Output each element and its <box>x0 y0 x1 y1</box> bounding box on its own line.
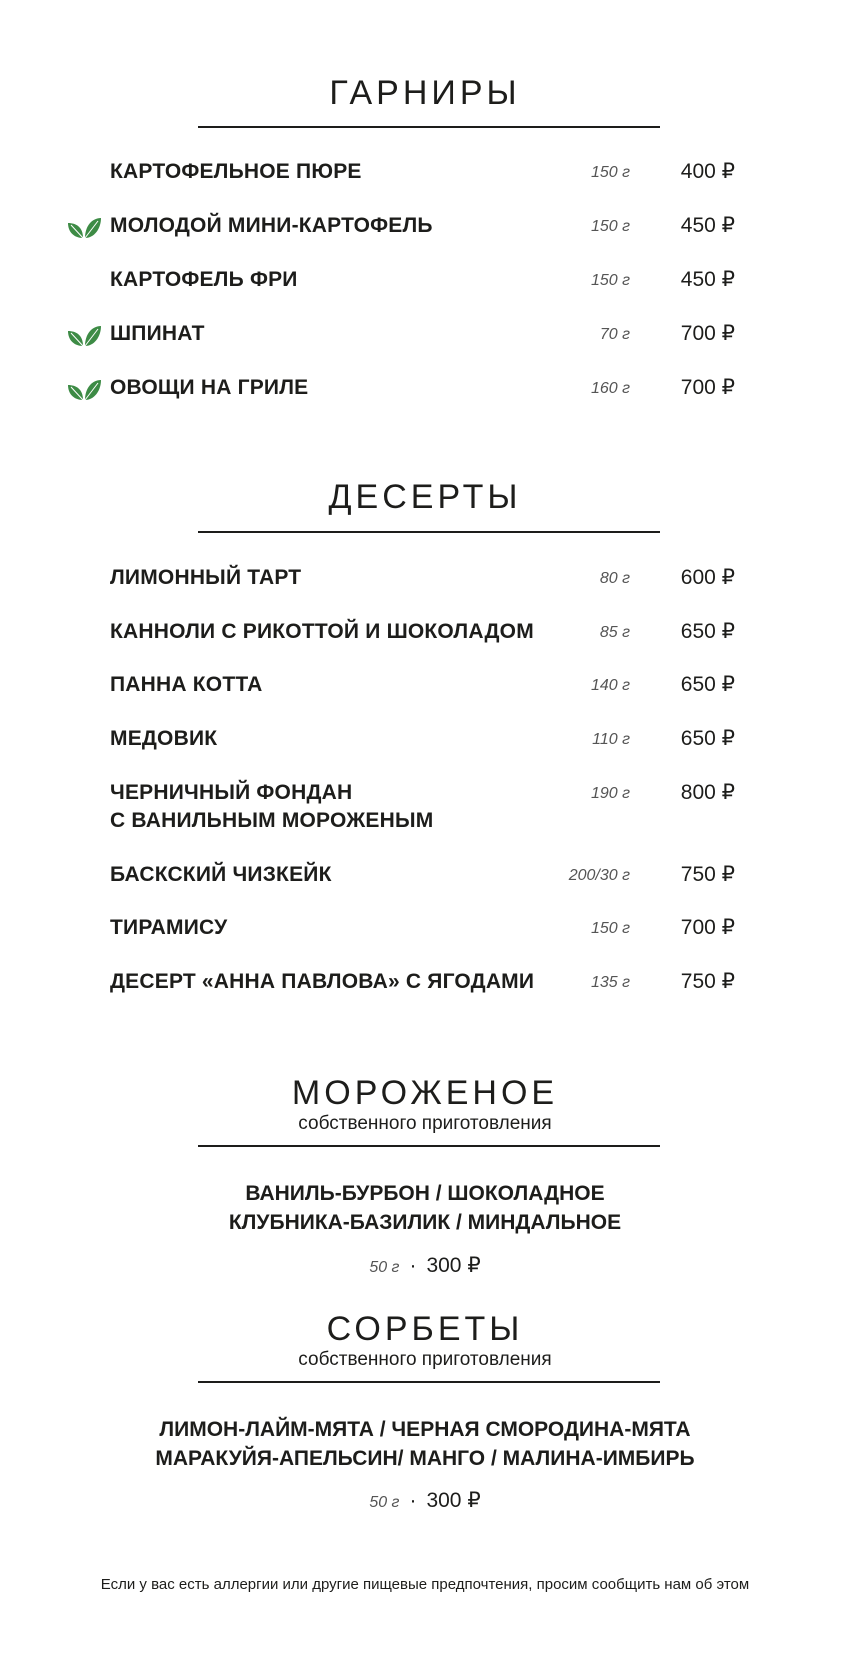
allergy-note: Если у вас есть аллергии или другие пищевые предпочтения, просим сообщить нам об этом <box>100 1576 750 1593</box>
item-name: ЛИМОННЫЙ ТАРТ <box>110 566 302 589</box>
item-name: КАРТОФЕЛЬ ФРИ <box>110 268 298 291</box>
item-weight: 135 г <box>590 974 630 991</box>
item-price: 300 ₽ <box>426 1489 481 1512</box>
leaf-icon <box>66 320 102 350</box>
item-price: 650 ₽ <box>680 673 735 696</box>
weight-price-line <box>0 1488 850 1513</box>
menu-item <box>0 266 850 296</box>
divider <box>198 1381 660 1383</box>
item-name: ПАННА КОТТА <box>110 673 263 696</box>
menu-item <box>0 564 850 594</box>
weight-price-line <box>0 1253 850 1278</box>
menu-item <box>0 779 850 837</box>
menu-item <box>0 725 850 755</box>
item-price: 700 ₽ <box>680 322 735 345</box>
item-price: 750 ₽ <box>680 863 735 886</box>
section-subtitle: собственного приготовления <box>298 1349 552 1370</box>
leaf-icon <box>66 374 102 404</box>
menu-item <box>0 212 850 242</box>
item-name: ШПИНАТ <box>110 322 205 345</box>
menu-item <box>0 861 850 891</box>
menu-item <box>0 158 850 188</box>
section-title-ice-cream: МОРОЖЕНОЕ <box>291 1074 559 1112</box>
flavor-list: ВАНИЛЬ-БУРБОН / ШОКОЛАДНОЕ КЛУБНИКА-БАЗИЛИК / МИНДАЛЬНОЕ <box>228 1182 622 1234</box>
item-name: МЕДОВИК <box>110 727 218 750</box>
item-weight: 200/30 г <box>568 867 630 884</box>
separator-dot: · <box>409 1489 417 1512</box>
divider <box>198 1145 660 1147</box>
item-weight: 160 г <box>590 380 630 397</box>
item-weight: 50 г <box>369 1259 400 1276</box>
item-name: КАРТОФЕЛЬНОЕ ПЮРЕ <box>110 160 362 183</box>
item-weight: 150 г <box>590 218 630 235</box>
separator-dot: · <box>409 1254 417 1277</box>
menu-item <box>0 914 850 944</box>
menu-item <box>0 618 850 648</box>
item-price: 700 ₽ <box>680 916 735 939</box>
item-weight: 110 г <box>592 731 630 748</box>
item-name: КАННОЛИ С РИКОТТОЙ И ШОКОЛАДОМ <box>110 620 534 643</box>
item-weight: 80 г <box>599 570 630 587</box>
item-weight: 85 г <box>599 624 630 641</box>
menu-item <box>0 671 850 701</box>
divider <box>198 531 660 533</box>
menu-item <box>0 320 850 350</box>
item-name: ТИРАМИСУ <box>110 916 228 939</box>
item-name: ОВОЩИ НА ГРИЛЕ <box>110 376 309 399</box>
item-name: МОЛОДОЙ МИНИ-КАРТОФЕЛЬ <box>110 214 433 237</box>
item-price: 750 ₽ <box>680 970 735 993</box>
item-price: 450 ₽ <box>680 268 735 291</box>
item-weight: 140 г <box>590 677 630 694</box>
flavor-list: ЛИМОН-ЛАЙМ-МЯТА / ЧЕРНАЯ СМОРОДИНА-МЯТА МАРАКУЙЯ-АПЕЛЬСИН/ МАНГО / МАЛИНА-ИМБИРЬ <box>155 1418 695 1470</box>
menu-item <box>0 968 850 998</box>
item-price: 800 ₽ <box>680 781 735 804</box>
menu-item <box>0 374 850 404</box>
item-price: 600 ₽ <box>680 566 735 589</box>
section-title-sorbets: СОРБЕТЫ <box>326 1310 524 1348</box>
divider <box>198 126 660 128</box>
item-weight: 190 г <box>590 785 630 802</box>
leaf-icon <box>66 212 102 242</box>
item-price: 650 ₽ <box>680 727 735 750</box>
item-name: БАСКСКИЙ ЧИЗКЕЙК <box>110 863 332 886</box>
section-title-garnishes: ГАРНИРЫ <box>329 74 521 112</box>
item-weight: 70 г <box>599 326 630 343</box>
section-subtitle: собственного приготовления <box>298 1113 552 1134</box>
section-title-desserts: ДЕСЕРТЫ <box>328 478 522 516</box>
item-name: ЧЕРНИЧНЫЙ ФОНДАН С ВАНИЛЬНЫМ МОРОЖЕНЫМ <box>110 781 434 832</box>
item-weight: 50 г <box>369 1494 400 1511</box>
item-weight: 150 г <box>590 920 630 937</box>
item-name: ДЕСЕРТ «АННА ПАВЛОВА» С ЯГОДАМИ <box>110 970 535 993</box>
item-price: 700 ₽ <box>680 376 735 399</box>
item-price: 400 ₽ <box>680 160 735 183</box>
item-weight: 150 г <box>590 272 630 289</box>
item-price: 300 ₽ <box>426 1254 481 1277</box>
item-price: 450 ₽ <box>680 214 735 237</box>
item-price: 650 ₽ <box>680 620 735 643</box>
item-weight: 150 г <box>590 164 630 181</box>
